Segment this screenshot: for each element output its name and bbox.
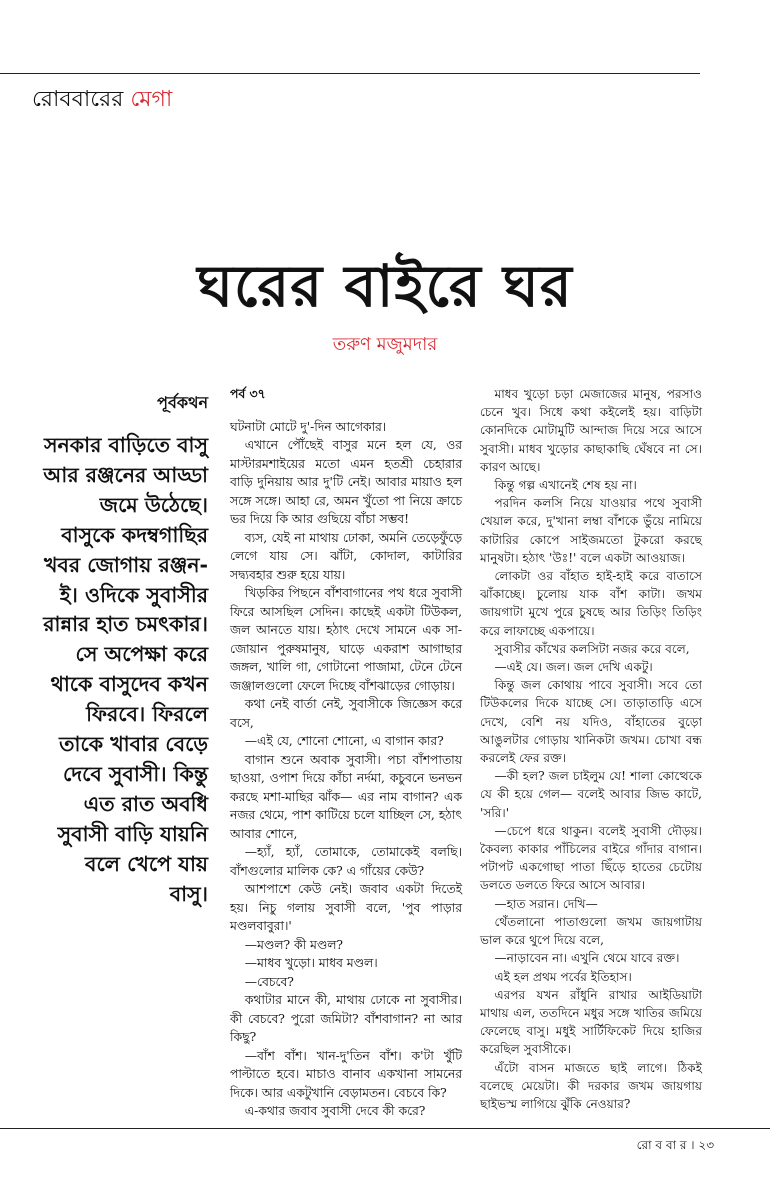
section-prefix: রোববারের <box>32 87 124 112</box>
synopsis <box>40 390 208 910</box>
paragraph: লোকটা ওর বাঁহাত হাই-হাই করে বাতাসে ঝাঁকাচ্ছে। চুলোয় যাক বাঁশ কাটা। জখম জায়গাটা মুখে পুরে চুষছে আর তিড়িং তিড়িং করে লাফাচ্ছে একপায়ে। <box>480 569 702 638</box>
paragraph: এ-কথার জবাব সুবাসী দেবে কী করে? <box>244 1104 426 1118</box>
paragraph: মাধব খুড়ো চড়া মেজাজের মানুষ, পরসাও চেনে খুব। সিধে কথা কইলেই হয়। বাড়িটা কোনদিকে মোটামুটি আন্দাজ দিয়ে সরে আসে সুবাসী। মাধব খুড়োর কাছাকাছি ঘেঁষবে না সে। কারণ আছে। <box>480 387 702 474</box>
paragraph: বাগান শুনে অবাক সুবাসী। পচা বাঁশপাতায় ছাওয়া, ওপাশ দিয়ে কাঁচা নর্দমা, কচুবনে ভনভন করছে মশা-মাছির ঝাঁক— এর নাম বাগান? এক নজর থেমে, পাশ কাটিয়ে চলে যাচ্ছিল সে, হঠাৎ আবার শোনে, <box>230 752 462 841</box>
section-header <box>32 82 172 119</box>
text-column-2 <box>480 385 702 1113</box>
top-rule <box>0 73 700 74</box>
article-title: ঘরের বাইরে ঘর <box>197 252 573 320</box>
section-accent: মেগা <box>130 87 173 112</box>
paragraph: —চেপে ধরে থাকুন। বলেই সুবাসী দৌড়য়। কৈবল্য কাকার পাঁচিলের বাইরে গাঁদার বাগান। পটাপট একগোছা পাতা ছিঁড়ে হাতের চেটোয় ডলতে ডলতে ফিরে আসে আবার। <box>480 823 702 893</box>
paragraph: খিড়কির পিছনে বাঁশবাগানের পথ ধরে সুবাসী ফিরে আসছিল সেদিন। কাছেই একটা টিউকল, জল আনতে যায়। হঠাৎ দেখে সামনে এক সা-জোয়ান পুরুষমানুষ, ঘাড়ে একরাশ আগাছার জঙ্গল, খালি গা, গোটানো পাজামা, টেনে টেনে জঞ্জালগুলো ফেলে দিচ্ছে বাঁশঝাড়ের গোড়ায়। <box>230 586 462 693</box>
paragraph: —মাধব খুড়ো। মাধব মণ্ডল। <box>244 956 378 970</box>
article-author: তরুণ মজুমদার <box>332 334 438 355</box>
part-label: পর্ব ৩৭ <box>230 386 266 401</box>
synopsis-text: সনকার বাড়িতে বাসু আর রঞ্জনের আড্ডা জমে উঠেছে। বাসুকে কদম্বগাছির খবর জোগায় রঞ্জন-ই। ওদিকে সুবাসীর রান্নার হাত চমৎকার। সে অপেক্ষা করে থাকে বাসুদেব কখন ফিরবে। ফিরলে তাকে খাবার বেড়ে দেবে সুবাসী। কিন্তু এত রাত অবধি সুবাসী বাড়ি যায়নি বলে খেপে যায় বাসু। <box>43 433 208 906</box>
paragraph: কিন্তু গল্প এখানেই শেষ হয় না। <box>494 478 637 493</box>
paragraph: সুবাসীর কাঁখের কলসিটা নজর করে বলে, <box>494 641 690 656</box>
paragraph: ব্যস, যেই না মাথায় ঢোকা, অমনি তেড়েফুঁড়ে লেগে যায় সে। ঝাঁটা, কোদাল, কাটারির সদ্ব্যবহার শুরু হয়ে যায়। <box>230 530 462 582</box>
paragraph: —নাড়াবেন না। এখুনি থেমে যাবে রক্ত। <box>494 951 680 966</box>
paragraph: —হাত সরান। দেখি— <box>494 896 598 911</box>
paragraph: পরদিন কলসি নিয়ে যাওয়ার পথে সুবাসী খেয়াল করে, দু'খানা লম্বা বাঁশকে ভুঁয়ে নামিয়ে কাটারির কোপে সাইজমতো টুকরো করছে মানুষটা। হঠাৎ 'উঃ!' বলে একটা আওয়াজ। <box>480 496 702 565</box>
paragraph: আশপাশে কেউ নেই। জবাব একটা দিতেই হয়। নিচু গলায় সুবাসী বলে, 'পুব পাড়ার মণ্ডলবাবুরা।' <box>230 882 462 933</box>
page-footer: রো ব বা র । ২৩ <box>636 1138 714 1152</box>
paragraph: —এই যে, শোনো শোনো, এ বাগান কার? <box>244 734 444 748</box>
paragraph: ঘটনাটা মোটে দু'-দিন আগেকার। <box>230 419 387 434</box>
paragraph: কথাটার মানে কী, মাথায় ঢোকে না সুবাসীর। কী বেচবে? পুরো জমিটা? বাঁশবাগান? না আর কিছু? <box>230 993 462 1044</box>
paragraph: —বাঁশ বাঁশ। খান-দু'তিন বাঁশ। ক'টা খুঁটি পাল্টাতে হবে। মাচাও বানাব একখানা সামনের দিকে। আর একটুখানি বেড়ামতন। বেচবে কি? <box>230 1048 462 1100</box>
paragraph: —মণ্ডল? কী মণ্ডল? <box>244 937 344 952</box>
paragraph: এঁটো বাসন মাজতে ছাই লাগে। ঠিকই বলেছে মেয়েটা। কী দরকার জখম জায়গায় ছাইভস্ম লাগিয়ে ঝুঁকি নেওয়ার? <box>480 1060 702 1111</box>
paragraph: —কী হল? জল চাইলুম যে! শালা কোত্থেকে যে কী হয়ে গেল— বলেই আবার জিভ কাটে, 'সরি।' <box>480 769 702 820</box>
paragraph: —হ্যাঁ, হ্যাঁ, তোমাকে, তোমাকেই বলছি। বাঁশগুলোর মালিক কে? এ গাঁয়ের কেউ? <box>230 845 462 878</box>
text-column-1 <box>230 385 462 1121</box>
synopsis-label: পূর্বকথন <box>157 393 208 412</box>
paragraph: এরপর যখন রাঁধুনি রাখার আইডিয়াটা মাথায় এল, ততদিনে মধুর সঙ্গে খাতির জমিয়ে ফেলেছে বাসু। মধুই সার্টিফিকেট দিয়ে হাজির করেছিল সুবাসীকে। <box>480 987 702 1057</box>
paragraph: কথা নেই বার্তা নেই, সুবাসীকে জিজ্ঞেস করে বসে, <box>230 697 462 730</box>
paragraph: —বেচবে? <box>244 974 294 989</box>
paragraph: —এই যে। জল। জল দেখি একটু। <box>494 660 653 675</box>
paragraph: এখানে পৌঁছেই বাসুর মনে হল যে, ওর মাস্টারমশাইয়ের মতো এমন হতশ্রী চেহারার বাড়ি দুনিয়ায় আর দু'টি নেই। আবার মায়াও হল সঙ্গে সঙ্গে। আহা রে, অমন খুঁতো পা নিয়ে ক্রাচে ভর দিয়ে কি আর গুছিয়ে বাঁচা সম্ভব! <box>230 438 462 526</box>
paragraph: কিন্তু জল কোথায় পাবে সুবাসী। সবে তো টিউকলের দিকে যাচ্ছে সে। তাড়াতাড়ি এসে দেখে, বেশি নয় যদিও, বাঁহাতের বুড়ো আঙুলটার গোড়ায় খানিকটা জখম। চোখা বন্ধ করলেই ফের রক্ত। <box>480 678 702 766</box>
paragraph: থেঁতলানো পাতাগুলো জখম জায়গাটায় ভাল করে থুপে দিয়ে বলে, <box>480 914 702 948</box>
bottom-rule <box>0 1128 770 1129</box>
paragraph: এই হল প্রথম পর্বের ইতিহাস। <box>494 969 632 984</box>
